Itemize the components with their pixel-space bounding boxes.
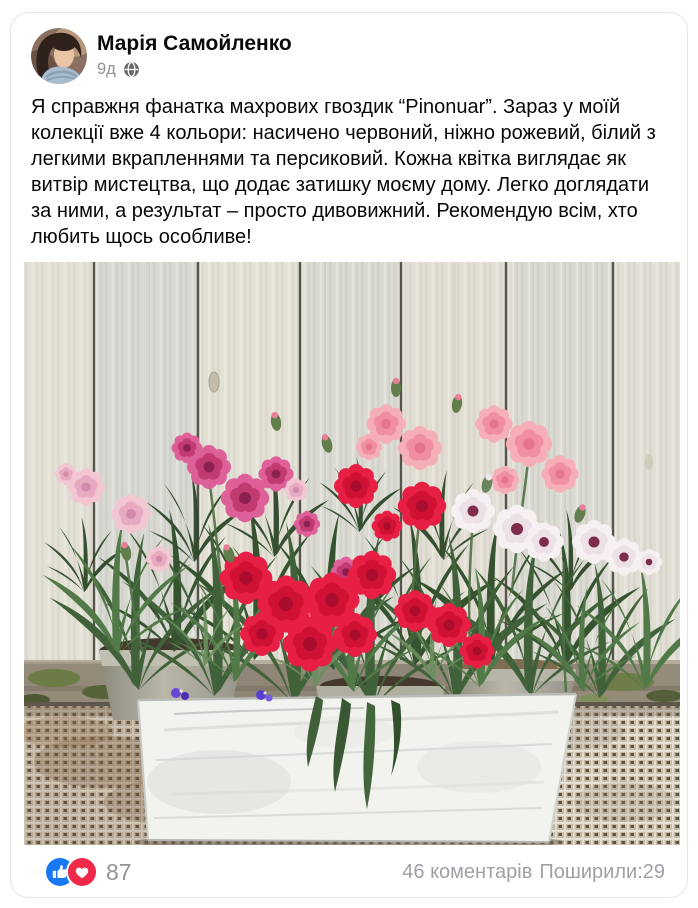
love-icon[interactable] [68, 858, 96, 886]
post-time[interactable]: 9д [97, 60, 116, 79]
post-text: Я справжня фанатка махрових гвоздик “Pinonuar”. Зараз у моїй колекції вже 4 кольори: насичено червоний, ніжно рожевий, білий з легкими вкрапленнями та персиковий. Кожна квітка виглядає як витвір мистецтва, що додає затишку моєму дому. Легко доглядати за ними, а результат – просто дивовижний. Рекомендую всім, хто любить щось особливе! [31, 96, 656, 248]
avatar-image [31, 28, 87, 84]
post-stats [402, 861, 665, 884]
planter-box [138, 694, 576, 842]
engagement-bar [46, 858, 665, 886]
carnations-photo [24, 262, 680, 845]
comments-count[interactable]: 46 коментарів [402, 860, 533, 883]
reaction-count[interactable]: 87 [106, 858, 132, 885]
post-meta-row [97, 60, 292, 79]
post-header [11, 13, 687, 84]
shares-count[interactable]: Поширили:29 [539, 860, 665, 883]
reactions [46, 858, 132, 886]
post-card [10, 12, 688, 898]
globe-icon [123, 61, 140, 78]
post-photo[interactable] [24, 262, 680, 845]
header-meta [97, 28, 292, 79]
author-name[interactable]: Марія Самойленко [97, 32, 292, 55]
avatar[interactable] [31, 28, 87, 84]
